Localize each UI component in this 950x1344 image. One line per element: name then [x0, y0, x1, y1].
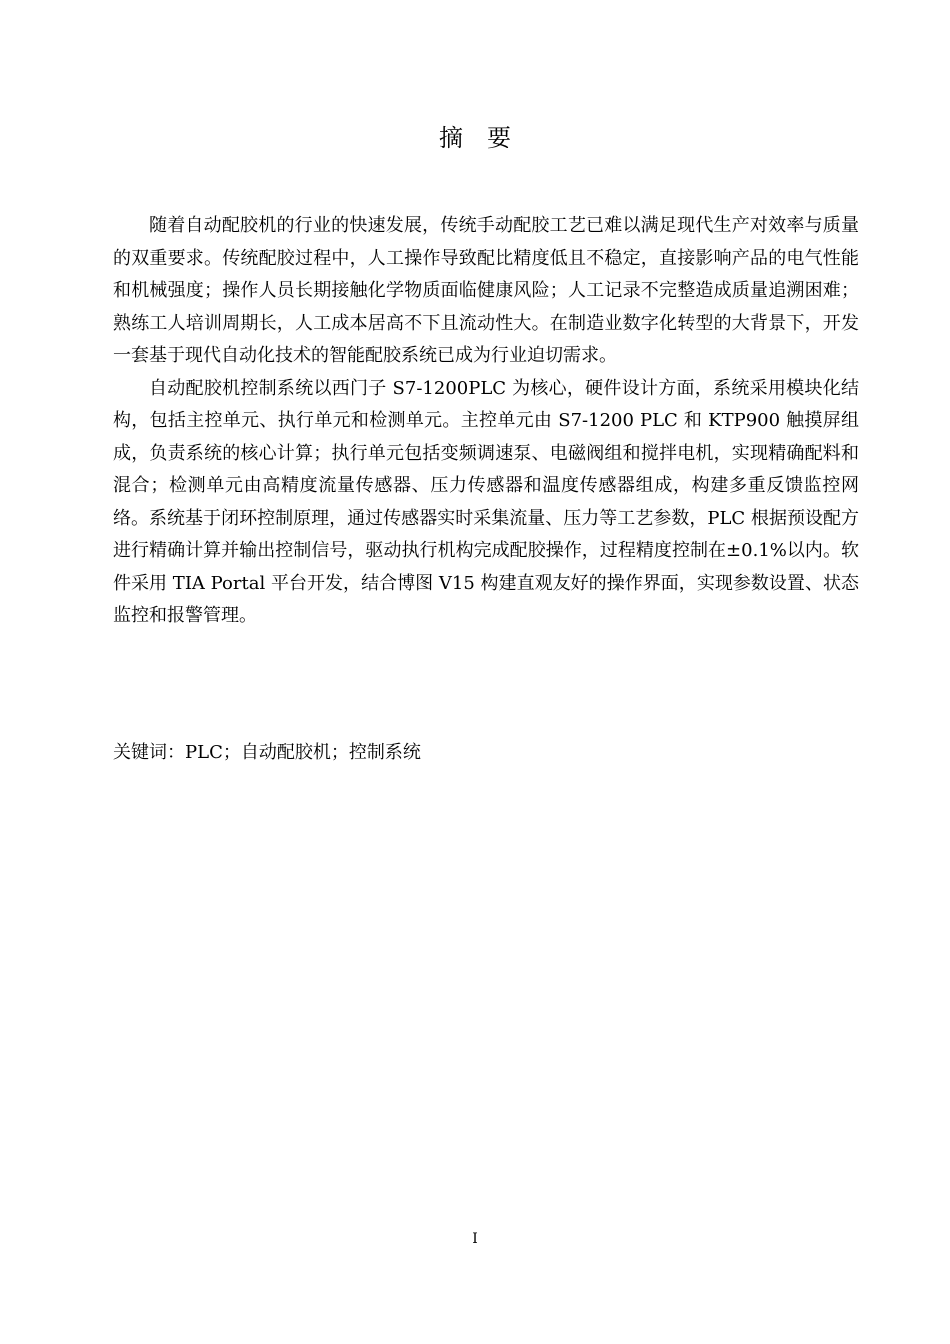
abstract-paragraph-2: 自动配胶机控制系统以西门子 S7-1200PLC 为核心，硬件设计方面，系统采用模块化结构，包括主控单元、执行单元和检测单元。主控单元由 S7-1200 PLC 和 KTP900 触摸屏组成，负责系统的核心计算；执行单元包括变频调速泵、电磁阀组和搅拌电机，实现精确配料和混合；检测单元由高精度流量传感器、压力传感器和温度传感器组成，构建多重反馈监控网络。系统基于闭环控制原理，通过传感器实时采集流量、压力等工艺参数，PLC 根据预设配方进行精确计算并输出控制信号，驱动执行机构完成配胶操作，过程精度控制在±0.1%以内。软件采用 TIA Portal 平台开发，结合博图 V15 构建直观友好的操作界面，实现参数设置、状态监控和报警管理。: [113, 377, 859, 626]
abstract-body: [113, 210, 859, 633]
keywords-line: [113, 737, 859, 769]
abstract-paragraph-1: 随着自动配胶机的行业的快速发展，传统手动配胶工艺已难以满足现代生产对效率与质量的双重要求。传统配胶过程中，人工操作导致配比精度低且不稳定，直接影响产品的电气性能和机械强度；操作人员长期接触化学物质面临健康风险；人工记录不完整造成质量追溯困难；熟练工人培训周期长，人工成本居高不下且流动性大。在制造业数字化转型的大背景下，开发一套基于现代自动化技术的智能配胶系统已成为行业迫切需求。: [113, 215, 859, 366]
abstract-title: 摘要: [439, 124, 535, 152]
keywords-label: 关键词：: [113, 742, 185, 763]
page-number: I: [472, 1231, 478, 1247]
keywords-text: PLC；自动配胶机；控制系统: [185, 742, 421, 763]
